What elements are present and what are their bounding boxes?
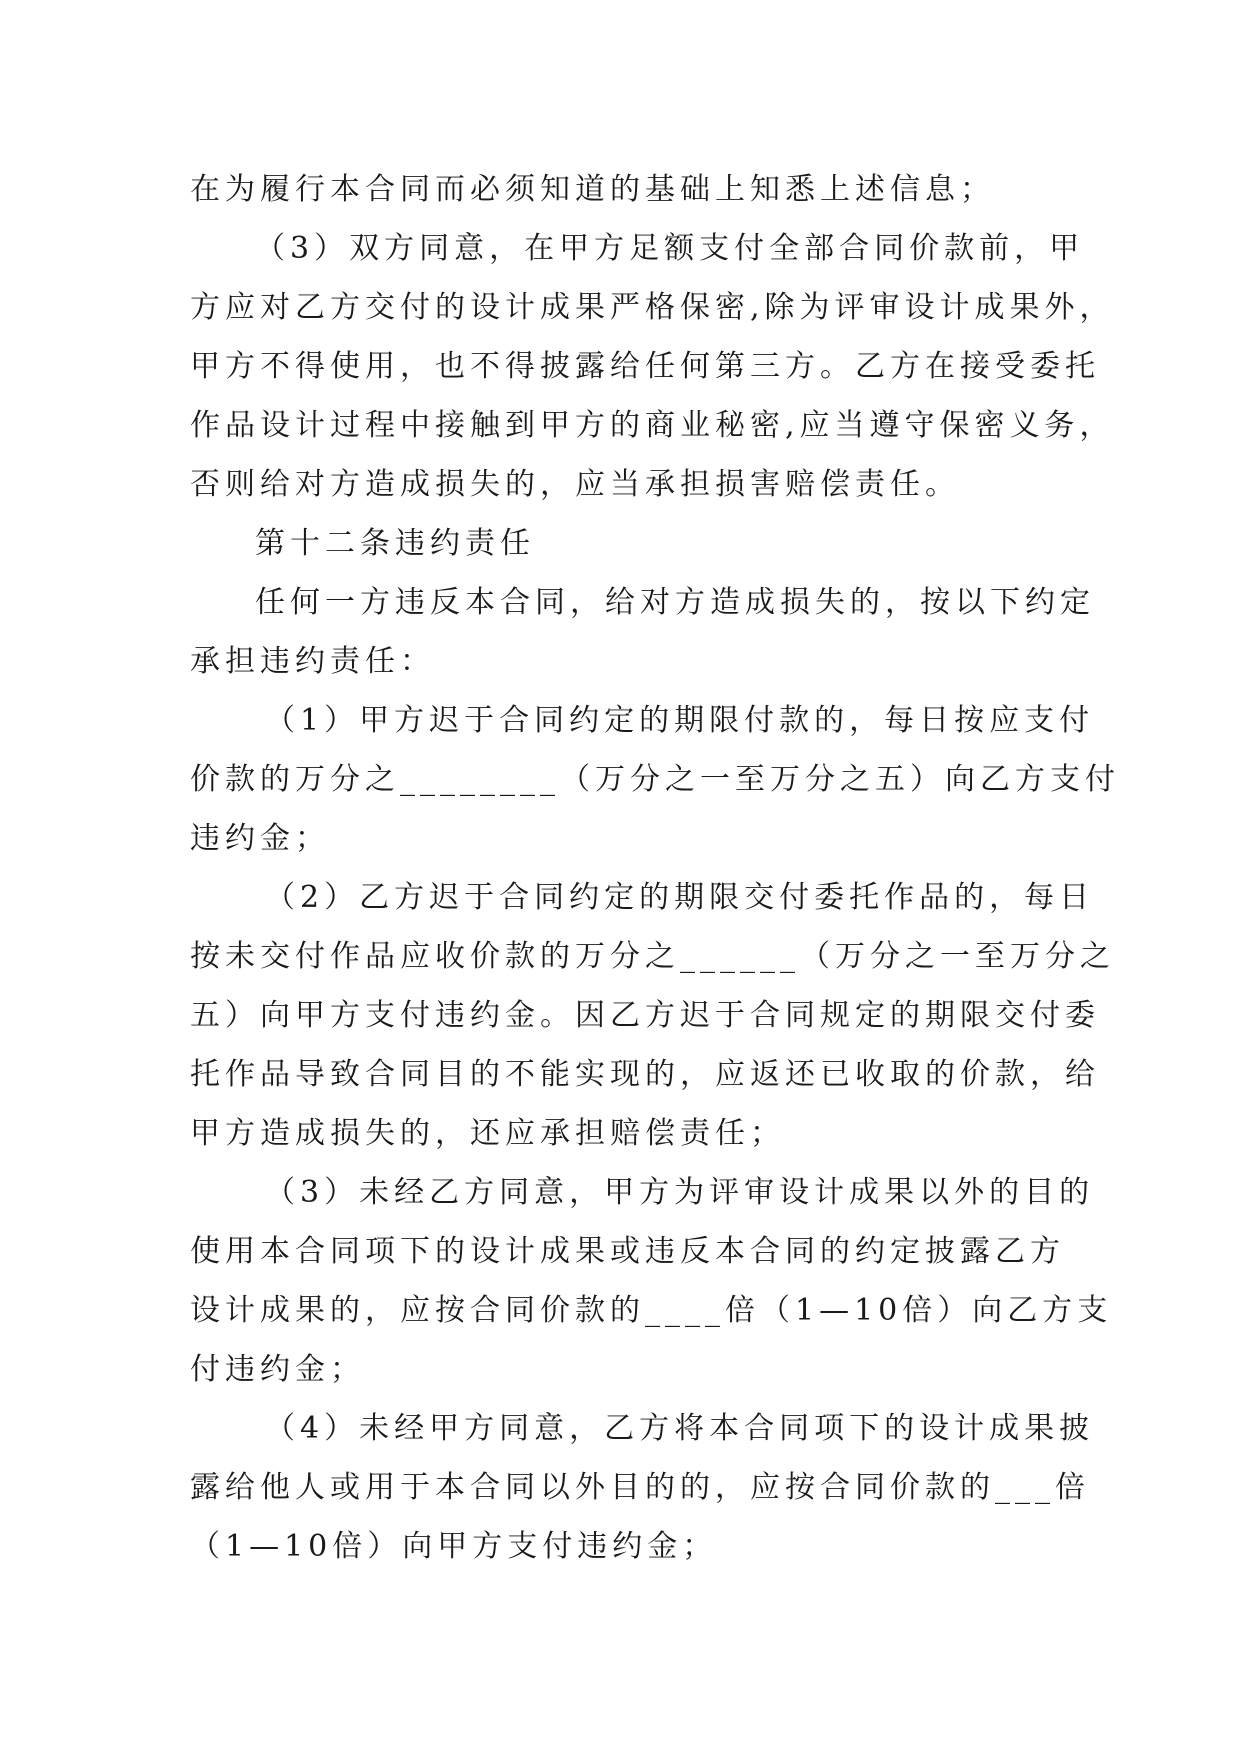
text-line: 在为履行本合同而必须知道的基础上知悉上述信息； (190, 172, 995, 207)
text-line: 使用本合同项下的设计成果或违反本合同的约定披露乙方 (190, 1234, 1065, 1269)
text-line: （2）乙方迟于合同约定的期限交付委托作品的，每日 (265, 880, 1095, 915)
text-line: 否则给对方造成损失的，应当承担损害赔偿责任。 (190, 467, 960, 502)
text-line: （3）未经乙方同意，甲方为评审设计成果以外的目的 (265, 1175, 1095, 1210)
text-line: 托作品导致合同目的不能实现的，应返还已收取的价款，给 (190, 1057, 1100, 1092)
text-line: （1—10倍）向甲方支付违约金； (190, 1529, 718, 1564)
contract-text (190, 160, 1120, 1576)
text-line: （3）双方同意，在甲方足额支付全部合同价款前，甲 (255, 231, 1085, 266)
text-line: 价款的万分之________（万分之一至万分之五）向乙方支付 (190, 762, 1120, 797)
text-line: 方应对乙方交付的设计成果严格保密,除为评审设计成果外， (190, 290, 1115, 325)
text-line: （1）甲方迟于合同约定的期限付款的，每日按应支付 (265, 703, 1095, 738)
text-line: 露给他人或用于本合同以外目的的，应按合同价款的___倍 (190, 1470, 1090, 1505)
text-line: 付违约金； (190, 1352, 365, 1387)
text-line: 甲方不得使用，也不得披露给任何第三方。乙方在接受委托 (190, 349, 1100, 384)
text-line: 违约金； (190, 821, 330, 856)
text-line: 承担违约责任： (190, 644, 435, 679)
text-line: 按未交付作品应收价款的万分之______（万分之一至万分之 (190, 939, 1115, 974)
text-line: 作品设计过程中接触到甲方的商业秘密,应当遵守保密义务， (190, 408, 1115, 443)
section-heading: 第十二条违约责任 (255, 526, 535, 561)
text-line: （4）未经甲方同意，乙方将本合同项下的设计成果披 (265, 1411, 1095, 1446)
text-line: 设计成果的，应按合同价款的____倍（1—10倍）向乙方支 (190, 1293, 1113, 1328)
text-line: 五）向甲方支付违约金。因乙方迟于合同规定的期限交付委 (190, 998, 1100, 1033)
text-line: 任何一方违反本合同，给对方造成损失的，按以下约定 (255, 585, 1095, 620)
text-line: 甲方造成损失的，还应承担赔偿责任； (190, 1116, 785, 1151)
